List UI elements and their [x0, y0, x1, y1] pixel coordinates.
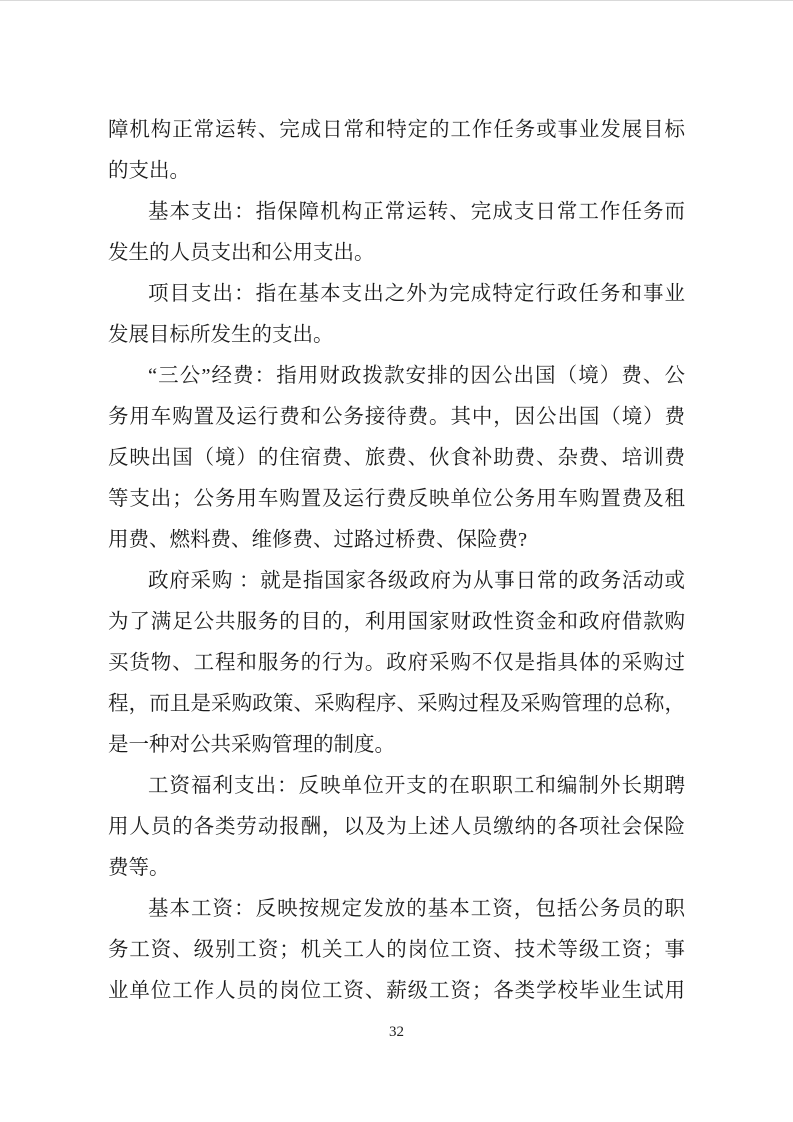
text-line: 项目支出：指在基本支出之外为完成特定行政任务和事业	[148, 283, 685, 305]
text-line: 基本工资：反映按规定发放的基本工资，包括公务员的职	[148, 898, 685, 920]
text-line: 业单位工作人员的岗位工资、薪级工资；各类学校毕业生试用	[108, 980, 685, 1002]
page-number: 32	[389, 1024, 404, 1040]
paragraph	[108, 766, 685, 889]
paragraph	[108, 274, 685, 356]
text-line: 是一种对公共采购管理的制度。	[108, 734, 395, 756]
text-line: 务用车购置及运行费和公务接待费。其中，因公出国（境）费	[108, 406, 685, 428]
text-line: 用人员的各类劳动报酬，以及为上述人员缴纳的各项社会保险	[108, 816, 685, 838]
text-line: 买货物、工程和服务的行为。政府采购不仅是指具体的采购过	[108, 652, 685, 674]
text-line: 务工资、级别工资；机关工人的岗位工资、技术等级工资；事	[108, 939, 685, 961]
text-line: 障机构正常运转、完成日常和特定的工作任务或事业发展目标	[108, 119, 685, 141]
text-line: 等支出；公务用车购置及运行费反映单位公务用车购置费及租	[108, 488, 685, 510]
text-line: 反映出国（境）的住宿费、旅费、伙食补助费、杂费、培训费	[108, 447, 685, 469]
paragraph	[108, 356, 685, 561]
text-line: 程，而且是采购政策、采购程序、采购过程及采购管理的总称，	[108, 693, 685, 715]
text-line: 发生的人员支出和公用支出。	[108, 242, 375, 264]
text-line: 工资福利支出：反映单位开支的在职职工和编制外长期聘	[148, 775, 685, 797]
text-line: 用费、燃料费、维修费、过路过桥费、保险费?	[108, 529, 528, 551]
paragraph	[108, 110, 685, 192]
body-text	[108, 110, 685, 1012]
text-line: 的支出。	[108, 160, 190, 182]
text-line: 为了满足公共服务的目的，利用国家财政性资金和政府借款购	[108, 611, 685, 633]
text-line: 发展目标所发生的支出。	[108, 324, 334, 346]
paragraph	[108, 889, 685, 1012]
text-line: “三公”经费：指用财政拨款安排的因公出国（境）费、公	[148, 365, 685, 387]
paragraph	[108, 561, 685, 766]
text-line: 政府采购 ：就是指国家各级政府为从事日常的政务活动或	[148, 570, 685, 592]
text-line: 基本支出：指保障机构正常运转、完成支日常工作任务而	[148, 201, 685, 223]
text-line: 费等。	[108, 857, 170, 879]
paragraph	[108, 192, 685, 274]
